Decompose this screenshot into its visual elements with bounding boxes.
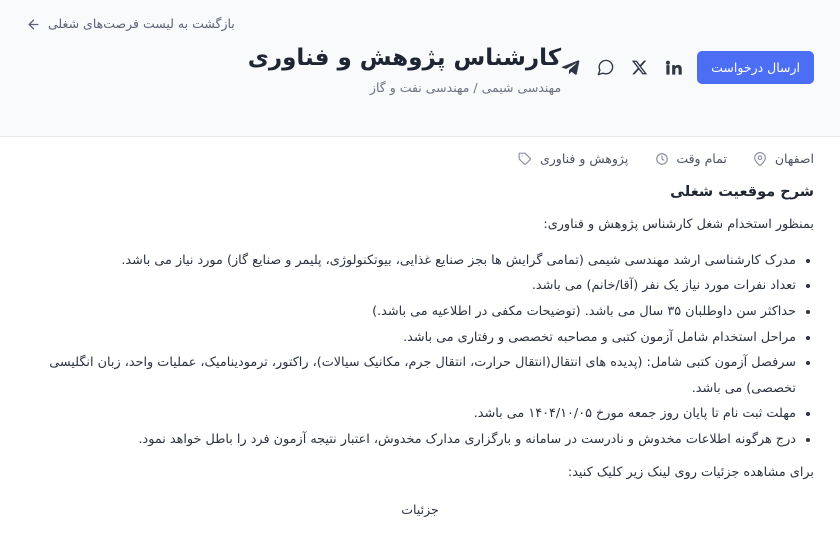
job-description-section bbox=[0, 174, 840, 517]
meta-category bbox=[518, 151, 628, 166]
description-outro: برای مشاهده جزئیات روی لینک زیر کلیک کنید: bbox=[567, 464, 814, 480]
list-item: • درج هرگونه اطلاعات مخدوش و نادرست در سامانه و بارگزاری مدارک مخدوش، اعتبار نتیجه آزمون فرد را باطل خواهد نمود. bbox=[26, 427, 796, 453]
linkedin-icon[interactable] bbox=[663, 58, 683, 78]
description-intro: بمنظور استخدام شغل کارشناس پژوهش و فناوری: bbox=[543, 217, 814, 232]
x-twitter-icon[interactable] bbox=[629, 58, 649, 78]
job-header-card bbox=[0, 0, 840, 137]
meta-location-label: اصفهان bbox=[774, 151, 814, 166]
meta-location bbox=[753, 151, 814, 166]
meta-category-label: پژوهش و فناوری bbox=[539, 151, 629, 166]
list-item: • مراحل استخدام شامل آزمون کتبی و مصاحبه تخصصی و رفتاری می باشد. bbox=[26, 325, 796, 351]
list-item: • مهلت ثبت نام تا پایان روز جمعه مورخ ۱۴۰۴/۱۰/۰۵ می باشد. bbox=[26, 401, 796, 427]
description-bullet-list bbox=[26, 248, 814, 453]
clock-icon bbox=[654, 151, 669, 166]
telegram-icon[interactable] bbox=[561, 58, 581, 78]
whatsapp-icon[interactable] bbox=[595, 58, 615, 78]
job-header-titles bbox=[26, 45, 561, 95]
map-pin-icon bbox=[753, 151, 768, 166]
meta-employment-type-label: تمام وقت bbox=[676, 151, 727, 166]
tag-icon bbox=[518, 151, 533, 166]
back-to-jobs-link[interactable] bbox=[26, 16, 814, 31]
list-item: • مدرک کارشناسی ارشد مهندسی شیمی (تمامی گرایش ها بجز صنایع غذایی، بیوتکنولوژی، پلیمر و صنایع گاز) مورد نیاز می باشد. bbox=[26, 248, 796, 274]
list-item: • تعداد نفرات مورد نیاز یک نفر (آقا/خانم) می باشد. bbox=[26, 273, 796, 299]
share-icons-group bbox=[561, 58, 683, 78]
details-link[interactable]: جزئیات bbox=[401, 501, 439, 517]
job-category-subtitle: مهندسی شیمی / مهندسی نفت و گاز bbox=[369, 80, 562, 95]
description-title: شرح موقعیت شغلی bbox=[670, 184, 814, 200]
page-title: کارشناس پژوهش و فناوری bbox=[247, 45, 562, 71]
meta-employment-type bbox=[654, 151, 727, 166]
job-header-actions bbox=[561, 45, 814, 84]
arrow-left-icon bbox=[26, 17, 41, 32]
back-to-jobs-label: بازگشت به لیست فرصت‌های شغلی bbox=[48, 16, 235, 31]
list-item: • سرفصل آزمون کتبی شامل: (پدیده های انتقال(انتقال حرارت، انتقال جرم، مکانیک سیالات)، راکتور، ترمودینامیک، عملیات واحد، زبان انگلیسی تخصصی) می باشد. bbox=[26, 350, 796, 401]
job-header-main bbox=[26, 45, 814, 95]
list-item: • حداکثر سن داوطلبان ۳۵ سال می باشد. (توضیحات مکفی در اطلاعیه می باشد.) bbox=[26, 299, 796, 325]
apply-button[interactable]: ارسال درخواست bbox=[697, 51, 814, 84]
job-meta-row bbox=[0, 137, 840, 174]
